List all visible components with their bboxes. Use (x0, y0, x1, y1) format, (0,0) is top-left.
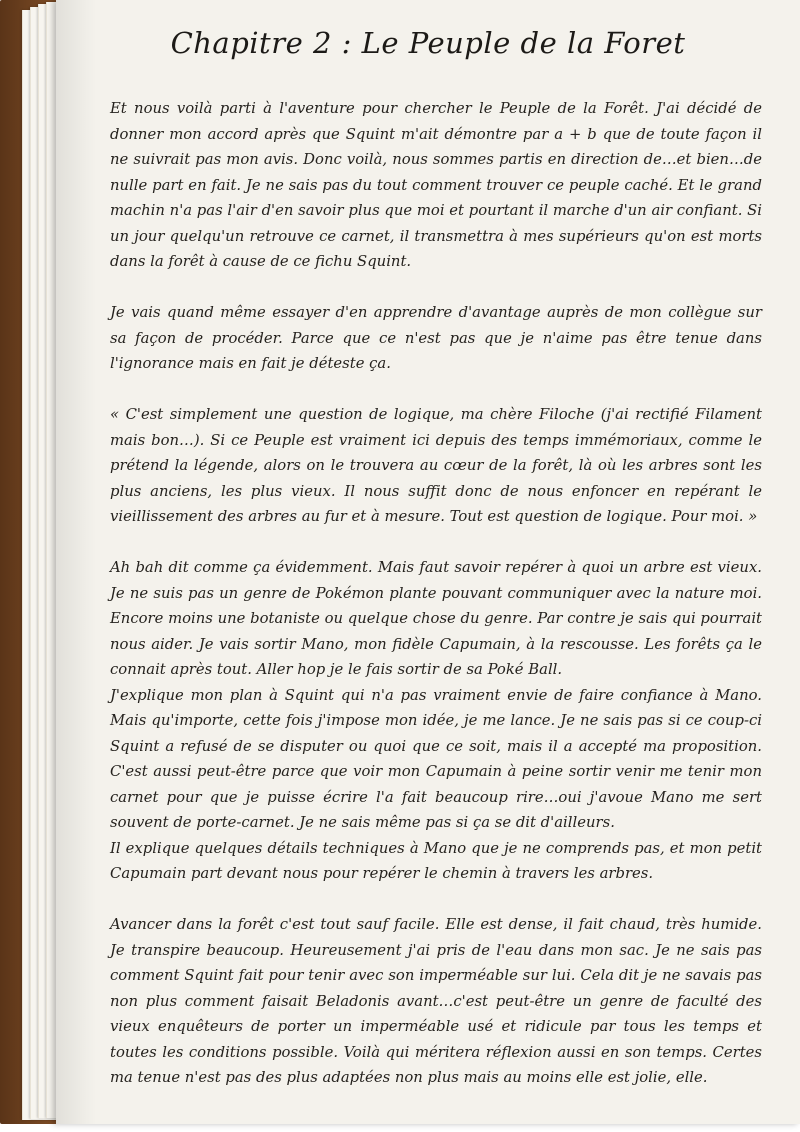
paragraph: Et nous voilà parti à l'aventure pour chercher le Peuple de la Forêt. J'ai décidé de donner mon accord après que Squint m'ait démontre par a + b que de toute façon il ne suivrait pas mon avis. Donc voilà, nous sommes partis en direction de…et bien…de nulle part en fait. Je ne sais pas du tout comment trouver ce peuple caché. Et le grand machin n'a pas l'air d'en savoir plus que moi et pourtant il marche d'un air confiant. Si un jour quelqu'un retrouve ce carnet, il transmettra à mes supérieurs qu'on est morts dans la forêt à cause de ce fichu Squint. (110, 100, 762, 270)
paragraph: Avancer dans la forêt c'est tout sauf facile. Elle est dense, il fait chaud, très humide. Je transpire beaucoup. Heureusement j'ai pris de l'eau dans mon sac. Je ne sais pas comment Squint fait pour tenir avec son imperméable sur lui. Cela dit je ne savais pas non plus comment faisait Beladonis avant…c'est peut-être un genre de faculté des vieux enquêteurs de porter un imperméable usé et ridicule par tous les temps et toutes les conditions possible. Voilà qui méritera réflexion aussi en son temps. Certes ma tenue n'est pas des plus adaptées non plus mais au moins elle est jolie, elle. (110, 916, 762, 1086)
paragraph: Je vais quand même essayer d'en apprendre d'avantage auprès de mon collègue sur sa façon de procéder. Parce que ce n'est pas que je n'aime pas être tenue dans l'ignorance mais en fait je déteste ça. (110, 304, 762, 372)
paragraph: Il explique quelques détails techniques à Mano que je ne comprends pas, et mon petit Capumain part devant nous pour repérer le chemin à travers les arbres. (110, 839, 762, 882)
paragraph-gap (110, 530, 762, 556)
notebook-page (56, 0, 800, 1124)
paragraph: Ah bah dit comme ça évidemment. Mais faut savoir repérer à quoi un arbre est vieux. Je ne suis pas un genre de Pokémon plante pouvant communiquer avec la nature moi. Encore moins une botaniste ou quelque chose du genre. Par contre je sais qui pourrait nous aider. Je vais sortir Mano, mon fidèle Capumain, à la rescousse. Les forêts ça le connait après tout. Aller hop je le fais sortir de sa Poké Ball. (110, 559, 762, 678)
paragraph-gap (110, 377, 762, 403)
page-text (110, 96, 762, 1091)
paragraph-gap (110, 275, 762, 301)
paragraph: J'explique mon plan à Squint qui n'a pas vraiment envie de faire confiance à Mano. Mais qu'importe, cette fois j'impose mon idée, je me lance. Je ne sais pas si ce coup-ci Squint a refusé de se disputer ou quoi que ce soit, mais il a accepté ma proposition. C'est aussi peut-être parce que voir mon Capumain à peine sortir venir me tenir mon carnet pour que je puisse écrire l'a fait beaucoup rire…oui j'avoue Mano me sert souvent de porte-carnet. Je ne sais même pas si ça se dit d'ailleurs. (110, 686, 762, 831)
paragraph: « C'est simplement une question de logique, ma chère Filoche (j'ai rectifié Filament mais bon…). Si ce Peuple est vraiment ici depuis des temps immémoriaux, comme le prétend la légende, alors on le trouvera au cœur de la forêt, là où les arbres sont les plus anciens, les plus vieux. Il nous suffit donc de nous enfoncer en repérant le vieillissement des arbres au fur et à mesure. Tout est question de logique. Pour moi. » (110, 406, 762, 525)
chapter-title: Chapitre 2 : Le Peuple de la Foret (170, 26, 686, 60)
paragraph-gap (110, 887, 762, 913)
